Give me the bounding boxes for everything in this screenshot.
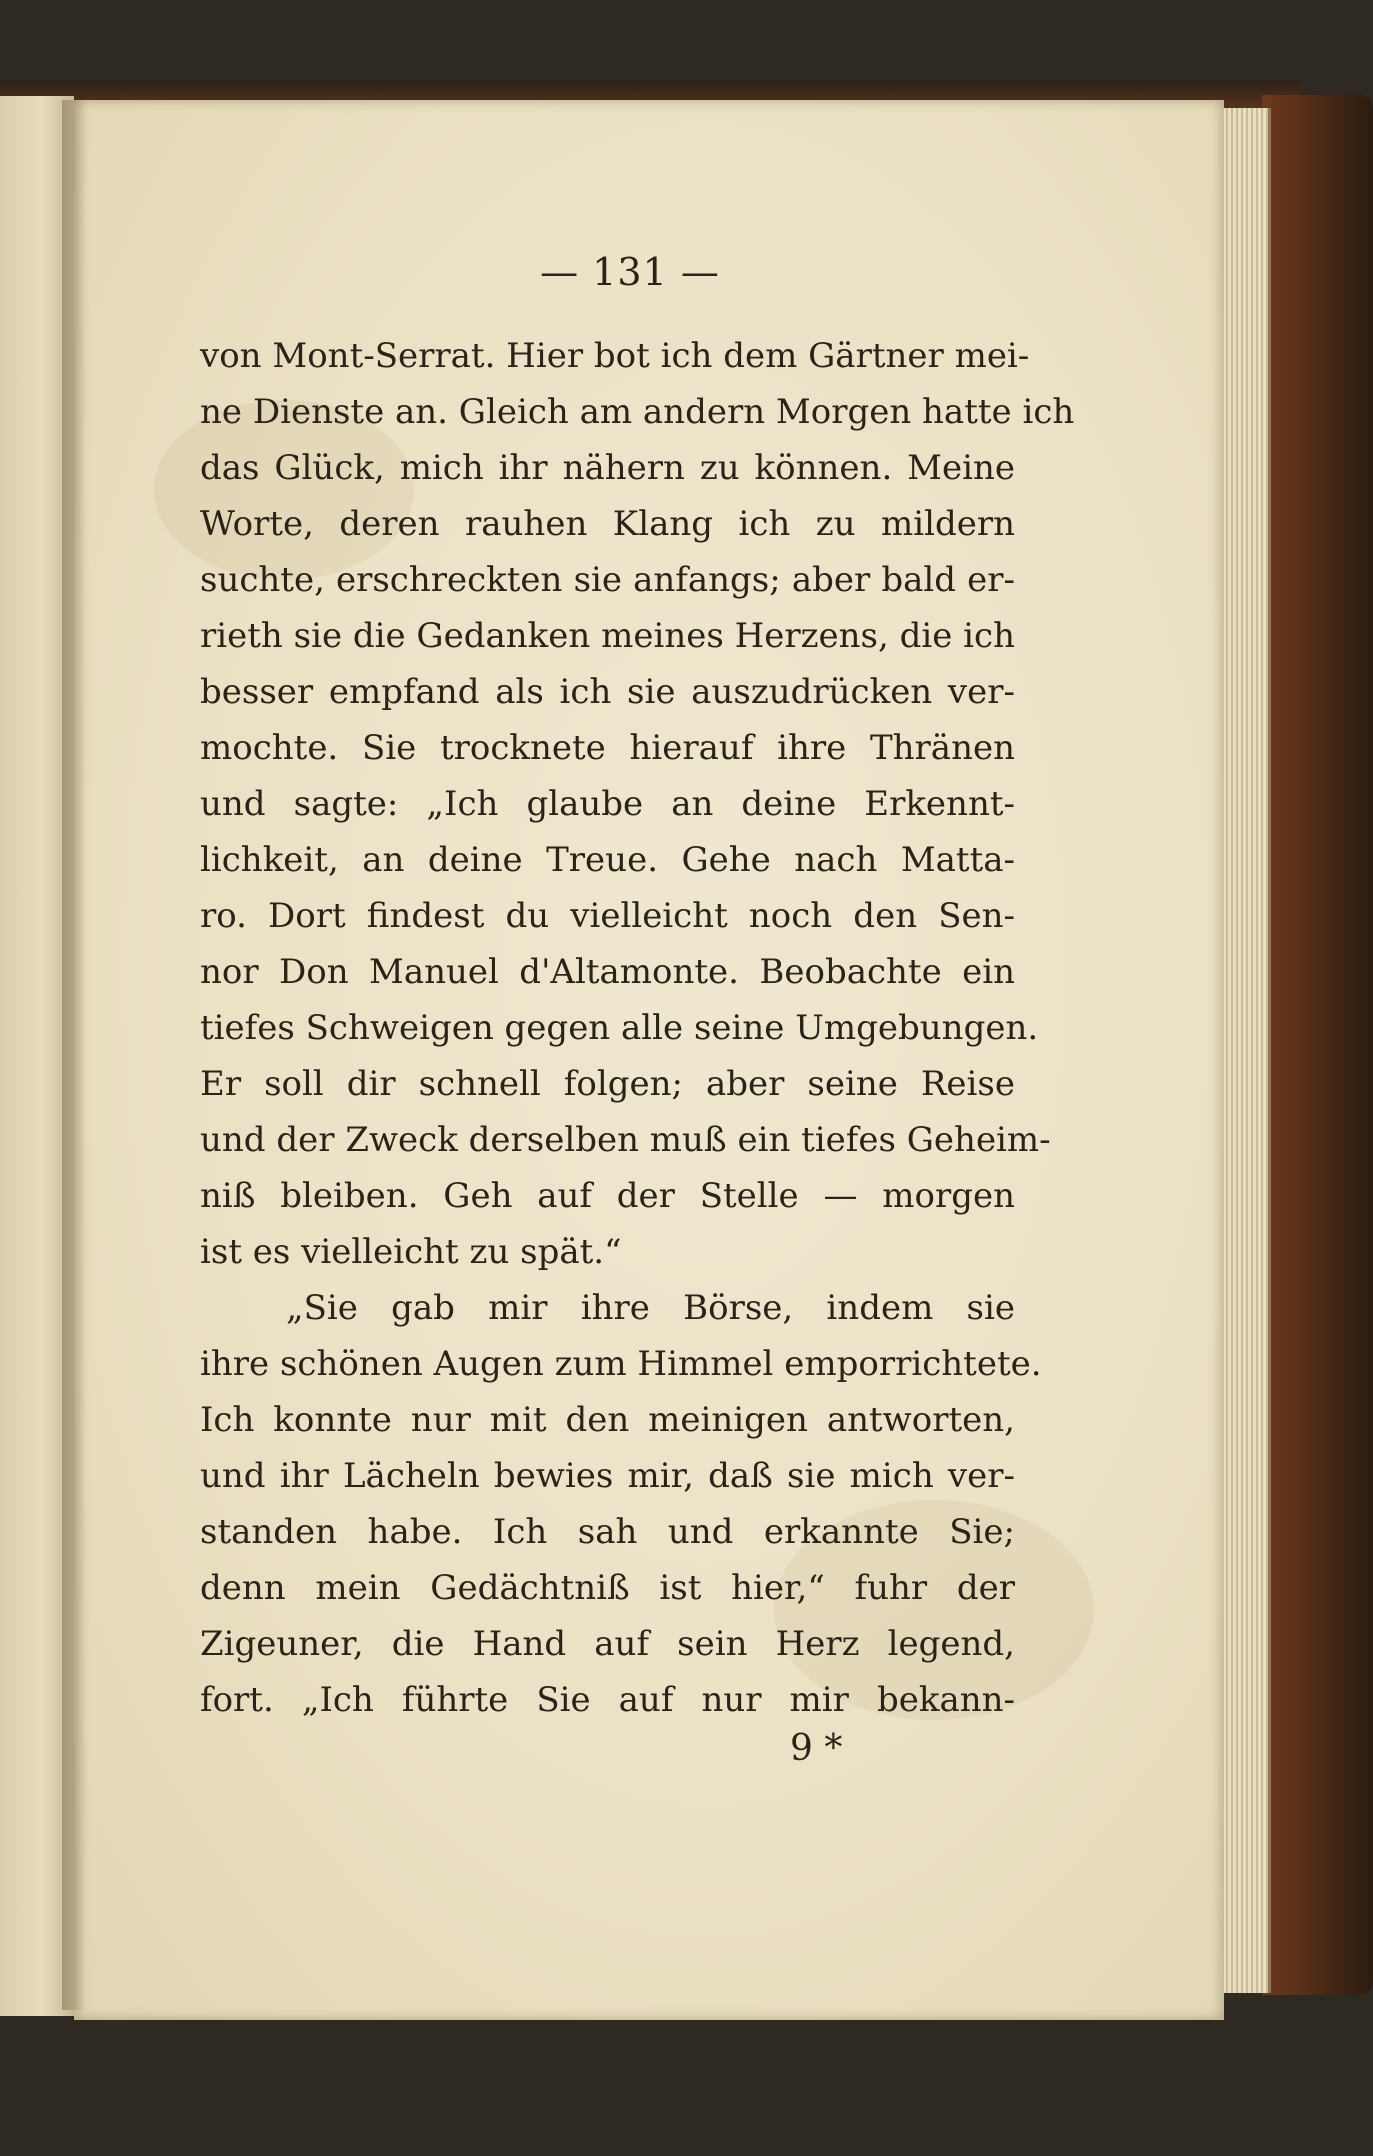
text-line: das Glück, mich ihr nähern zu können. Meine xyxy=(200,448,1015,488)
text-line: mochte. Sie trocknete hierauf ihre Thränen xyxy=(200,728,1015,768)
text-line: nor Don Manuel d'Altamonte. Beobachte ein xyxy=(200,952,1015,992)
text-line: fort. „Ich führte Sie auf nur mir bekann- xyxy=(200,1680,1015,1720)
text-line: lichkeit, an deine Treue. Gehe nach Matta- xyxy=(200,840,1015,880)
text-line: tiefes Schweigen gegen alle seine Umgebungen. xyxy=(200,1008,1039,1048)
text-line: „Sie gab mir ihre Börse, indem sie xyxy=(286,1288,1015,1328)
text-line: und sagte: „Ich glaube an deine Erkennt- xyxy=(200,784,1015,824)
text-line: denn mein Gedächtniß ist hier,“ fuhr der xyxy=(200,1568,1015,1608)
page-number: — 131 — xyxy=(540,250,720,294)
text-line: und ihr Lächeln bewies mir, daß sie mich ver- xyxy=(200,1456,1015,1496)
text-line: Zigeuner, die Hand auf sein Herz legend, xyxy=(200,1624,1015,1664)
text-line: besser empfand als ich sie auszudrücken ver- xyxy=(200,672,1015,712)
text-line: Er soll dir schnell folgen; aber seine Reise xyxy=(200,1064,1015,1104)
text-line: standen habe. Ich sah und erkannte Sie; xyxy=(200,1512,1015,1552)
body-text xyxy=(200,328,1075,1728)
text-line: niß bleiben. Geh auf der Stelle — morgen xyxy=(200,1176,1015,1216)
book-cover-right xyxy=(1262,95,1373,1995)
signature-mark: 9 * xyxy=(790,1728,843,1769)
text-line: rieth sie die Gedanken meines Herzens, die ich xyxy=(200,616,1015,656)
text-line: und der Zweck derselben muß ein tiefes Geheim- xyxy=(200,1120,1051,1160)
text-line: ne Dienste an. Gleich am andern Morgen hatte ich xyxy=(200,392,1075,432)
text-line: Worte, deren rauhen Klang ich zu mildern xyxy=(200,504,1015,544)
text-line: suchte, erschreckten sie anfangs; aber bald er- xyxy=(200,560,1015,600)
text-line: ist es vielleicht zu spät.“ xyxy=(200,1232,622,1272)
text-line: Ich konnte nur mit den meinigen antworten, xyxy=(200,1400,1015,1440)
page-gutter xyxy=(62,100,86,2010)
text-line: ro. Dort findest du vielleicht noch den Sen- xyxy=(200,896,1015,936)
text-line: ihre schönen Augen zum Himmel emporrichtete. xyxy=(200,1344,1042,1384)
text-line: von Mont-Serrat. Hier bot ich dem Gärtner mei- xyxy=(200,336,1030,376)
